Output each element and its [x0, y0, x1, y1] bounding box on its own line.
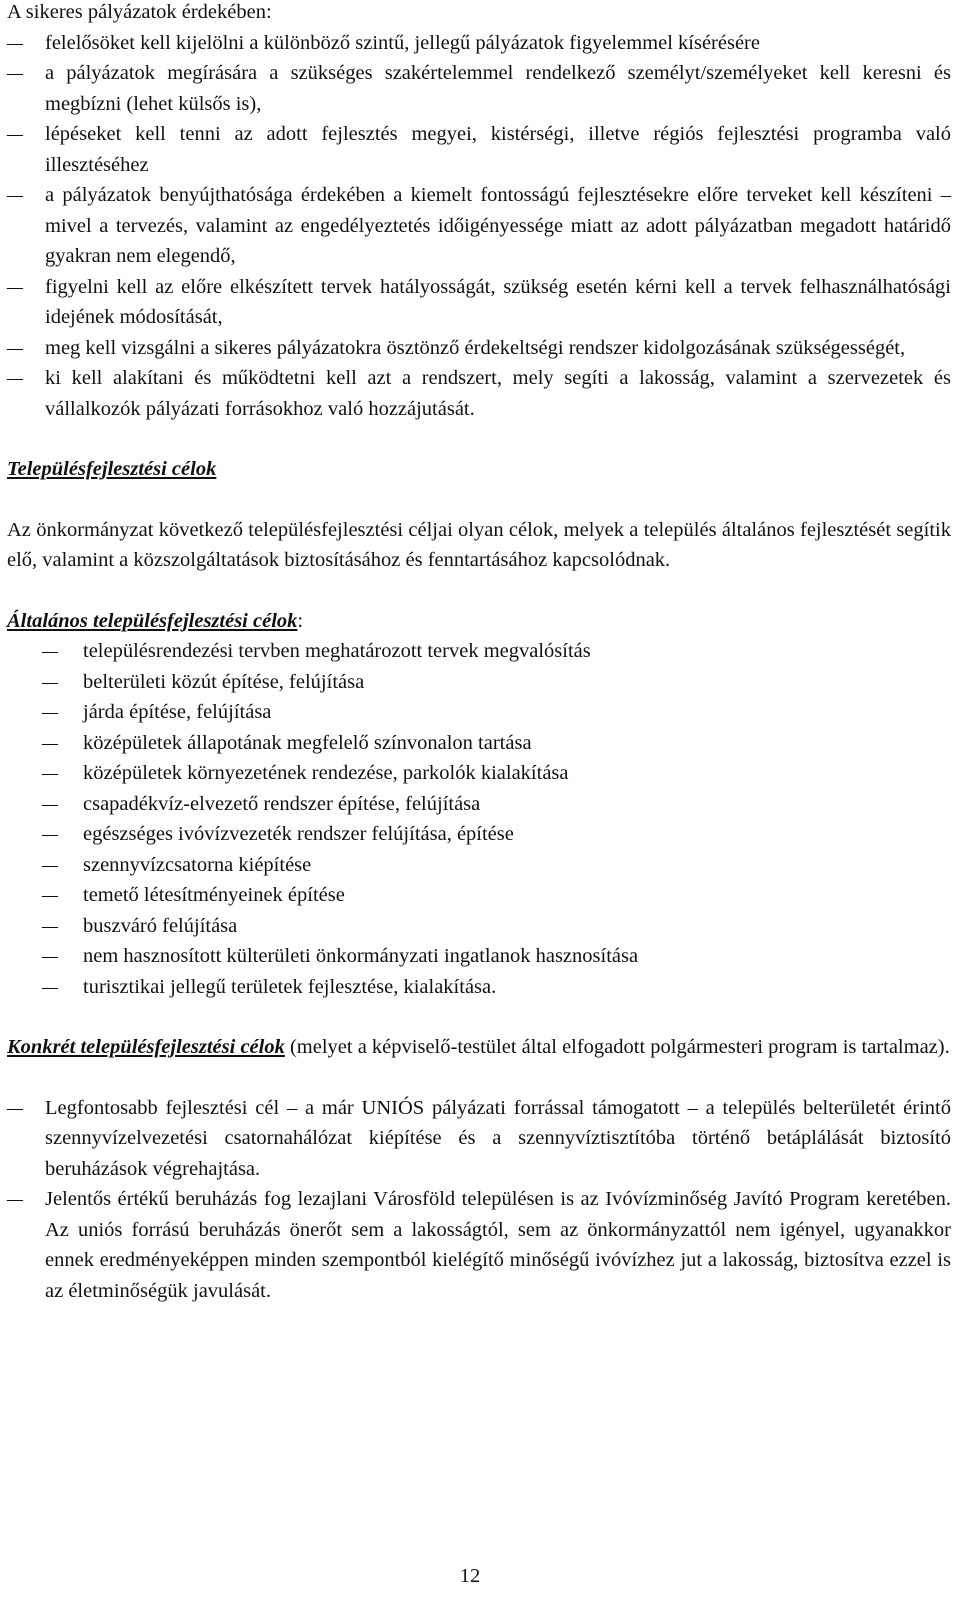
general-goals-heading: Általános településfejlesztési célok [7, 609, 298, 632]
list-item: – középületek környezetének rendezése, parkolók kialakítása [7, 758, 951, 789]
page-number: 12 [459, 1565, 481, 1587]
document-page [7, 0, 951, 1306]
general-goals-list [7, 636, 951, 1002]
list-item: – nem hasznosított külterületi önkormányzati ingatlanok hasznosítása [7, 941, 951, 972]
list-item: – temető létesítményeinek építése [7, 880, 951, 911]
specific-goals-heading-suffix: (melyet a képviselő-testület által elfogadott polgármesteri program is tartalmaz). [284, 1036, 950, 1058]
development-goals-heading-line [7, 454, 951, 485]
list-item: – a pályázatok benyújthatósága érdekében a kiemelt fontosságú fejlesztésekre előre terveket kell készíteni – mivel a tervezés, valamint az engedélyeztetés időigényessége miatt az adott pályázatban megadott határidő gyakran nem elegendő, [7, 180, 951, 272]
list-item: – csapadékvíz-elvezető rendszer építése, felújítása [7, 789, 951, 820]
list-item: – ki kell alakítani és működtetni kell azt a rendszert, mely segíti a lakosság, valamint a szervezetek és vállalkozók pályázati forrásokhoz való hozzájutását. [7, 363, 951, 424]
list-item: – buszváró felújítása [7, 911, 951, 942]
list-item: – turisztikai jellegű területek fejlesztése, kialakítása. [7, 972, 951, 1003]
specific-goals-list [7, 1093, 951, 1307]
list-item: – egészséges ivóvízvezeték rendszer felújítása, építése [7, 819, 951, 850]
intro-text: A sikeres pályázatok érdekében: [7, 1, 272, 23]
list-item: – lépéseket kell tenni az adott fejlesztés megyei, kistérségi, illetve régiós fejlesztési programba való illesztéséhez [7, 119, 951, 180]
general-goals-heading-suffix: : [297, 609, 304, 632]
list-item: – településrendezési tervben meghatározott tervek megvalósítás [7, 636, 951, 667]
specific-goals-paragraph [7, 1032, 951, 1063]
intro-line [7, 0, 951, 28]
list-item: – Legfontosabb fejlesztési cél – a már UNIÓS pályázati forrással támogatott – a település belterületét érintő szennyvízelvezetési csatornahálózat kiépítése és a szennyvíztisztítóba történő betáplálását biztosító beruházások végrehajtása. [7, 1093, 951, 1185]
list-item: – járda építése, felújítása [7, 697, 951, 728]
list-item: – meg kell vizsgálni a sikeres pályázatokra ösztönző érdekeltségi rendszer kidolgozásának szükségességét, [7, 333, 951, 364]
list-item: – belterületi közút építése, felújítása [7, 667, 951, 698]
development-goals-paragraph: Az önkormányzat következő településfejlesztési céljai olyan célok, melyek a település általános fejlesztését segítik elő, valamint a közszolgáltatások biztosításához és fenntartásához kapcsolódnak. [7, 518, 951, 571]
list-item: – Jelentős értékű beruházás fog lezajlani Városföld településen is az Ivóvízminőség Javító Program keretében. Az uniós forrású beruházás önerőt sem a lakosságtól, sem az önkormányzattól nem igényel, ugyanakkor ennek eredményeképpen minden szempontból kielégítő minőségű ivóvízhez jut a lakosság, biztosítva ezzel is az életminőségük javulását. [7, 1184, 951, 1306]
general-goals-heading-line [7, 606, 951, 637]
list-item: – felelősöket kell kijelölni a különböző szintű, jellegű pályázatok figyelemmel kísérésére [7, 28, 951, 59]
specific-goals-heading: Konkrét településfejlesztési célok [7, 1036, 285, 1058]
development-goals-heading: Településfejlesztési célok [7, 458, 217, 480]
success-conditions-list [7, 28, 951, 425]
list-item: – középületek állapotának megfelelő színvonalon tartása [7, 728, 951, 759]
list-item: – a pályázatok megírására a szükséges szakértelemmel rendelkező személyt/személyeket kell keresni és megbízni (lehet külsős is), [7, 58, 951, 119]
list-item: – figyelni kell az előre elkészített tervek hatályosságát, szükség esetén kérni kell a tervek felhasználhatósági idejének módosítását, [7, 272, 951, 333]
list-item: – szennyvízcsatorna kiépítése [7, 850, 951, 881]
